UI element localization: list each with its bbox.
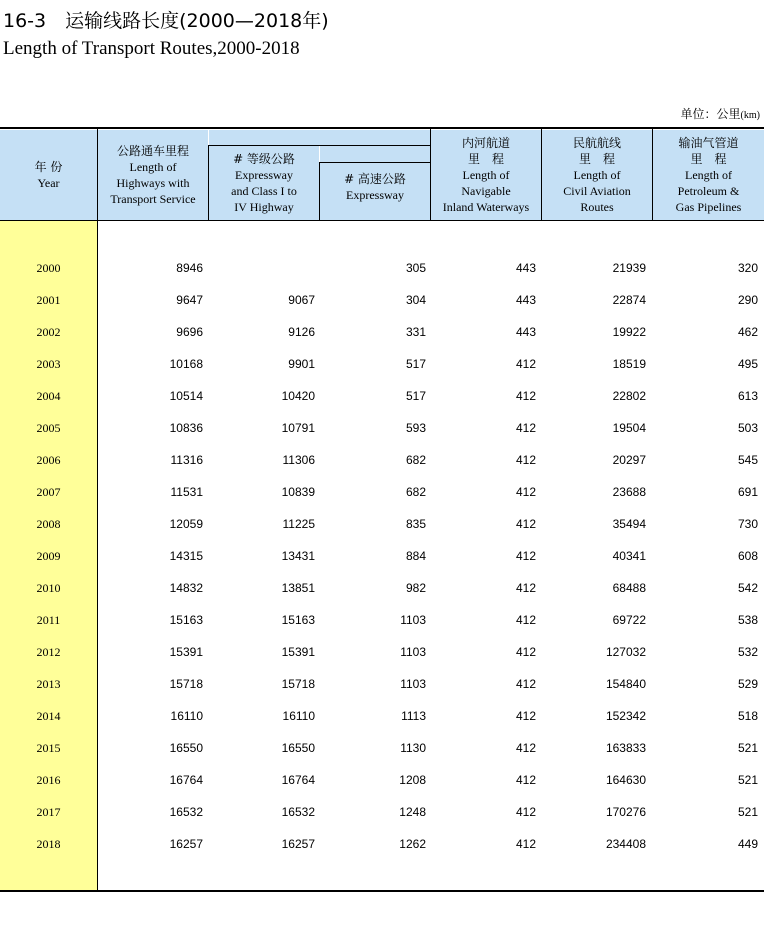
pipeline-cell: 532: [737, 645, 758, 659]
expressway-cell: 982: [405, 581, 426, 595]
pipeline-cell: 290: [737, 293, 758, 307]
header-graded: [209, 146, 319, 220]
expressway-cell: 1113: [401, 709, 426, 723]
graded-highway-cell: 16550: [281, 741, 315, 755]
pipeline-cell: 538: [737, 613, 758, 627]
highway-length-cell: 11531: [170, 485, 203, 499]
year-cell: 2017: [36, 805, 61, 819]
expressway-cell: 1103: [400, 677, 426, 691]
inland-waterway-cell: 412: [515, 837, 536, 851]
highway-length-cell: 16110: [170, 709, 203, 723]
pipeline-cell: 521: [737, 773, 758, 787]
pipeline-cell: 545: [737, 453, 758, 467]
header-highway: [98, 130, 208, 220]
table-row: [0, 284, 764, 316]
inland-waterway-cell: 412: [515, 805, 536, 819]
graded-highway-cell: 13431: [281, 549, 315, 563]
header-divider: [541, 129, 542, 220]
pipeline-cell: 320: [737, 261, 758, 275]
table-row: [0, 700, 764, 732]
highway-length-cell: 15163: [169, 613, 203, 627]
civil-aviation-cell: 127032: [605, 645, 646, 659]
pipeline-cell: 518: [737, 709, 758, 723]
table-row: [0, 540, 764, 572]
year-cell: 2009: [36, 549, 61, 563]
civil-aviation-cell: 69722: [612, 613, 646, 627]
header-year-en: Year: [37, 176, 60, 190]
highway-length-cell: 12059: [169, 517, 203, 531]
highway-length-cell: 15718: [169, 677, 203, 691]
expressway-cell: 304: [405, 293, 426, 307]
highway-length-cell: 16257: [169, 837, 203, 851]
civil-aviation-cell: 40341: [612, 549, 646, 563]
civil-aviation-cell: 152342: [605, 709, 646, 723]
expressway-cell: 884: [405, 549, 426, 563]
header-divider: [652, 129, 653, 220]
graded-highway-cell: 11306: [282, 453, 315, 467]
header-pipeline: [653, 130, 764, 220]
year-cell: 2010: [36, 581, 61, 595]
civil-aviation-cell: 21939: [612, 261, 646, 275]
header-inland-cn: 内河航道 里 程: [461, 136, 510, 166]
expressway-cell: 517: [405, 389, 426, 403]
header-highway-en: Length of Highways with Transport Service: [110, 160, 196, 206]
inland-waterway-cell: 412: [515, 485, 536, 499]
highway-length-cell: 8946: [176, 261, 203, 275]
pipeline-cell: 503: [737, 421, 758, 435]
header-highway-cn: 公路通车里程: [116, 144, 189, 158]
header-civil-en: Length of Civil Aviation Routes: [563, 168, 631, 214]
header-divider: [208, 145, 209, 220]
table-row: [0, 476, 764, 508]
expressway-cell: 1262: [399, 837, 426, 851]
inland-waterway-cell: 412: [515, 357, 536, 371]
pipeline-cell: 462: [737, 325, 758, 339]
highway-length-cell: 14315: [169, 549, 203, 563]
header-year: [0, 130, 97, 220]
inland-waterway-cell: 412: [515, 453, 536, 467]
pipeline-cell: 529: [737, 677, 758, 691]
expressway-cell: 835: [405, 517, 426, 531]
civil-aviation-cell: 18519: [612, 357, 646, 371]
header-group-rule: [208, 145, 431, 146]
civil-aviation-cell: 35494: [612, 517, 646, 531]
graded-highway-cell: 11225: [282, 517, 315, 531]
inland-waterway-cell: 412: [515, 549, 536, 563]
inland-waterway-cell: 412: [515, 677, 536, 691]
year-cell: 2005: [36, 421, 61, 435]
inland-waterway-cell: 412: [515, 389, 536, 403]
pipeline-cell: 521: [737, 805, 758, 819]
year-cell: 2014: [36, 709, 61, 723]
header-highway-group-top: [209, 130, 430, 145]
header-inland-en: Length of Navigable Inland Waterways: [442, 168, 530, 214]
pipeline-cell: 521: [737, 741, 758, 755]
highway-length-cell: 9696: [176, 325, 203, 339]
graded-highway-cell: 9901: [288, 357, 315, 371]
year-cell: 2008: [36, 517, 61, 531]
civil-aviation-cell: 163833: [605, 741, 646, 755]
civil-aviation-cell: 154840: [605, 677, 646, 691]
civil-aviation-cell: 19922: [612, 325, 646, 339]
table-row: [0, 764, 764, 796]
header-inland: [431, 130, 541, 220]
highway-length-cell: 10168: [169, 357, 203, 371]
header-civil-cn: 民航航线 里 程: [572, 136, 621, 166]
unit-label-en: (km): [740, 110, 760, 121]
year-cell: 2013: [36, 677, 61, 691]
table-row: [0, 668, 764, 700]
year-cell: 2002: [36, 325, 61, 339]
year-cell: 2000: [36, 261, 61, 275]
table-row: [0, 252, 764, 284]
year-cell: 2011: [36, 613, 61, 627]
pipeline-cell: 608: [737, 549, 758, 563]
civil-aviation-cell: 20297: [612, 453, 646, 467]
year-cell: 2001: [36, 293, 61, 307]
graded-highway-cell: 15718: [281, 677, 315, 691]
table-row: [0, 348, 764, 380]
table-row: [0, 380, 764, 412]
header-divider: [430, 129, 431, 220]
table-row: [0, 796, 764, 828]
highway-length-cell: 10836: [169, 421, 203, 435]
inland-waterway-cell: 412: [515, 709, 536, 723]
highway-length-cell: 16532: [169, 805, 203, 819]
graded-highway-cell: 16764: [281, 773, 315, 787]
inland-waterway-cell: 443: [515, 261, 536, 275]
civil-aviation-cell: 170276: [605, 805, 646, 819]
header-civil: [542, 130, 652, 220]
expressway-cell: 1130: [400, 741, 426, 755]
graded-highway-cell: 16257: [281, 837, 315, 851]
civil-aviation-cell: 19504: [612, 421, 646, 435]
year-cell: 2003: [36, 357, 61, 371]
graded-highway-cell: 16532: [281, 805, 315, 819]
expressway-cell: 593: [405, 421, 426, 435]
header-freeway-cn: # 高速公路: [344, 172, 406, 186]
graded-highway-cell: 15163: [281, 613, 315, 627]
page-title-en: Length of Transport Routes,2000-2018: [3, 38, 300, 59]
civil-aviation-cell: 22802: [612, 389, 646, 403]
year-cell: 2006: [36, 453, 61, 467]
highway-length-cell: 10514: [169, 389, 203, 403]
header-freeway: [320, 146, 430, 220]
year-cell: 2007: [36, 485, 61, 499]
highway-length-cell: 9647: [176, 293, 203, 307]
header-bottom-rule: [0, 220, 764, 221]
expressway-cell: 1103: [400, 645, 426, 659]
expressway-cell: 682: [405, 485, 426, 499]
year-cell: 2018: [36, 837, 61, 851]
pipeline-cell: 542: [737, 581, 758, 595]
inland-waterway-cell: 412: [515, 645, 536, 659]
header-pipeline-en: Length of Petroleum & Gas Pipelines: [675, 168, 742, 214]
table-bottom-rule: [0, 890, 764, 892]
expressway-cell: 331: [405, 325, 426, 339]
inland-waterway-cell: 412: [515, 421, 536, 435]
header-graded-en: Expressway and Class I to IV Highway: [231, 168, 297, 214]
inland-waterway-cell: 443: [515, 325, 536, 339]
header-divider: [319, 162, 320, 220]
table-row: [0, 828, 764, 860]
pipeline-cell: 495: [737, 357, 758, 371]
table-row: [0, 316, 764, 348]
highway-length-cell: 15391: [169, 645, 203, 659]
header-graded-cn: # 等级公路: [233, 152, 295, 166]
header-pipeline-cn: 输油气管道 里 程: [678, 136, 739, 166]
year-cell: 2016: [36, 773, 61, 787]
table-top-rule: [0, 127, 764, 129]
graded-highway-cell: 10420: [281, 389, 315, 403]
table-row: [0, 508, 764, 540]
graded-highway-cell: 9067: [288, 293, 315, 307]
graded-highway-cell: 15391: [281, 645, 315, 659]
inland-waterway-cell: 412: [515, 773, 536, 787]
header-group-rule: [319, 162, 431, 163]
expressway-cell: 1248: [399, 805, 426, 819]
highway-length-cell: 11316: [170, 453, 203, 467]
expressway-cell: 517: [405, 357, 426, 371]
pipeline-cell: 449: [737, 837, 758, 851]
year-cell: 2004: [36, 389, 61, 403]
graded-highway-cell: 10791: [281, 421, 315, 435]
graded-highway-cell: 10839: [281, 485, 315, 499]
table-row: [0, 604, 764, 636]
table-row: [0, 732, 764, 764]
pipeline-cell: 730: [737, 517, 758, 531]
year-cell: 2015: [36, 741, 61, 755]
highway-length-cell: 16550: [169, 741, 203, 755]
unit-label: [681, 105, 760, 122]
highway-length-cell: 14832: [169, 581, 203, 595]
unit-label-cn: 单位：公里: [680, 107, 741, 121]
inland-waterway-cell: 412: [515, 581, 536, 595]
highway-length-cell: 16764: [169, 773, 203, 787]
table-row: [0, 636, 764, 668]
inland-waterway-cell: 412: [515, 517, 536, 531]
civil-aviation-cell: 68488: [612, 581, 646, 595]
inland-waterway-cell: 412: [515, 613, 536, 627]
civil-aviation-cell: 234408: [605, 837, 646, 851]
table-row: [0, 444, 764, 476]
expressway-cell: 682: [405, 453, 426, 467]
inland-waterway-cell: 443: [515, 293, 536, 307]
graded-highway-cell: 13851: [281, 581, 315, 595]
graded-highway-cell: 16110: [282, 709, 315, 723]
table-row: [0, 412, 764, 444]
header-year-cn: 年 份: [34, 160, 63, 174]
inland-waterway-cell: 412: [515, 741, 536, 755]
civil-aviation-cell: 23688: [612, 485, 646, 499]
expressway-cell: 305: [405, 261, 426, 275]
pipeline-cell: 613: [737, 389, 758, 403]
year-cell: 2012: [36, 645, 61, 659]
table-row: [0, 572, 764, 604]
civil-aviation-cell: 164630: [605, 773, 646, 787]
expressway-cell: 1103: [400, 613, 426, 627]
page-title-cn: 16-3 运输线路长度(2000—2018年): [3, 10, 329, 32]
civil-aviation-cell: 22874: [612, 293, 646, 307]
graded-highway-cell: 9126: [288, 325, 315, 339]
header-freeway-en: Expressway: [346, 188, 404, 202]
pipeline-cell: 691: [737, 485, 758, 499]
expressway-cell: 1208: [399, 773, 426, 787]
